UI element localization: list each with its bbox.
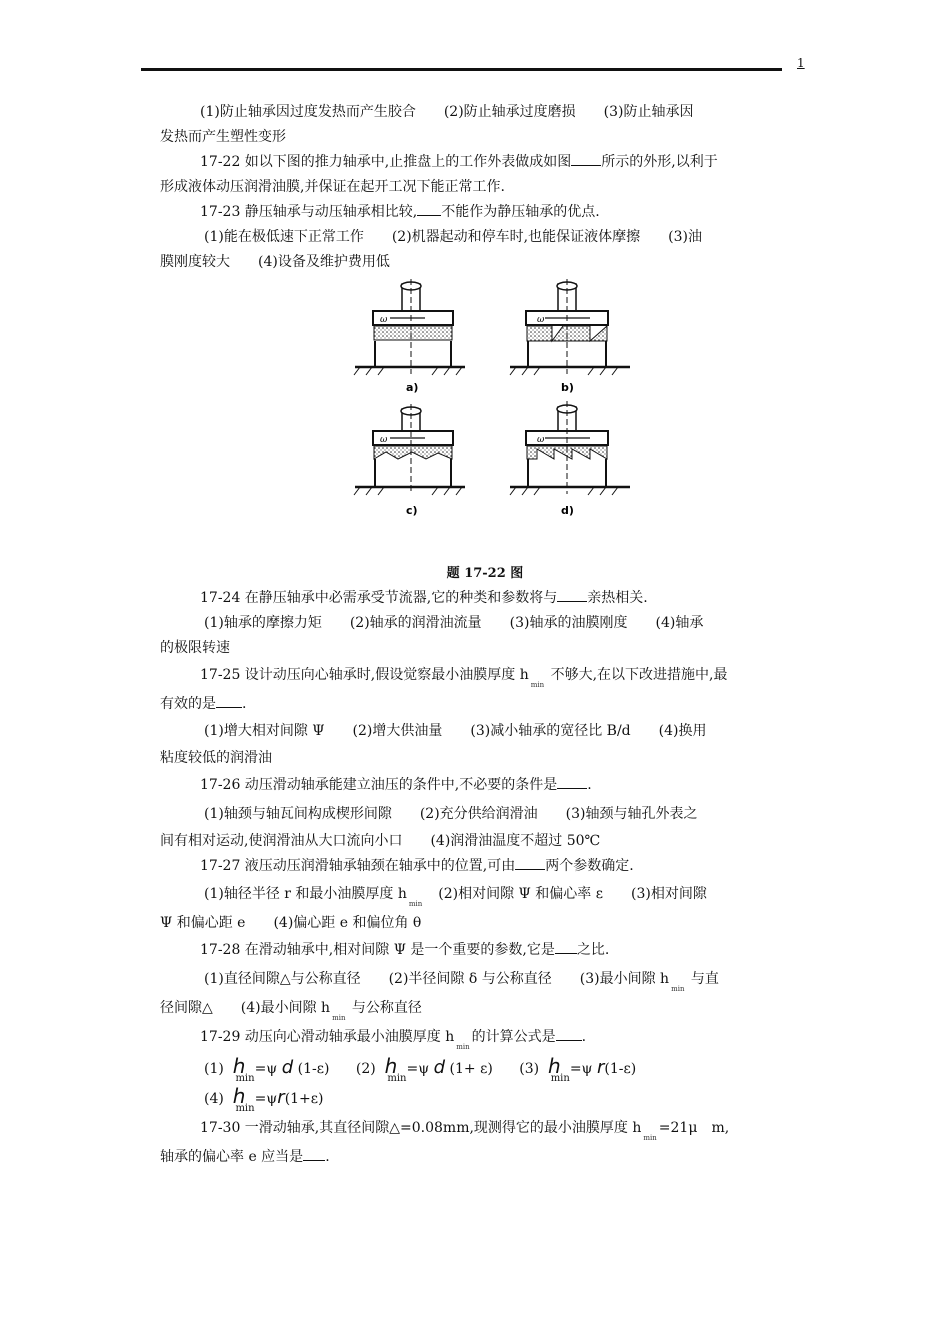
q28-options-line2: 径间隙△ (4)最小间隙 $h_{min}$ 与公称直径: [160, 1000, 422, 1022]
answer-blank: [557, 774, 587, 789]
formula-4: (4) $h_{min}=\psi r(1+\varepsilon)$: [204, 1084, 324, 1114]
answer-blank: [417, 201, 441, 216]
prev-options-line1: (1)防止轴承因过度发热而产生胶合 (2)防止轴承过度磨损 (3)防止轴承因: [200, 104, 694, 120]
q27-line1: 17-27 液压动压润滑轴承轴颈在轴承中的位置,可由 两个参数确定.: [160, 854, 810, 879]
page-number: 1: [797, 56, 805, 70]
q28-options-line1: (1)直径间隙△与公称直径 (2)半径间隙 δ 与公称直径 (3)最小间隙 $h_{min}$ 与直: [204, 971, 719, 993]
panel-label-a: a): [406, 381, 419, 394]
q23-options-line1: (1)能在极低速下正常工作 (2)机器起动和停车时,也能保证液体摩擦 (3)油: [204, 229, 702, 245]
answer-blank: [555, 939, 577, 954]
q29-formulas-row1: [160, 1054, 810, 1084]
q24-options-line2: 的极限转速: [160, 640, 230, 656]
answer-blank: [515, 855, 545, 870]
q28-line1: 17-28 在滑动轴承中,相对间隙 Ψ 是一个重要的参数,它是 之比.: [160, 936, 810, 965]
q23-options-line2: 膜刚度较大 (4)设备及维护费用低: [160, 254, 390, 270]
document-body: [160, 100, 810, 1170]
panel-label-d: d): [561, 504, 574, 517]
q25-line1: 17-25 设计动压向心轴承时,假设觉察最小油膜厚度 $h_{min}$ 不够大,在以下改进措施中,最: [200, 667, 728, 689]
panel-d: [510, 401, 630, 495]
thrust-bearing-diagram: [350, 279, 650, 534]
answer-blank: [571, 151, 601, 166]
omega-label: ω: [537, 435, 545, 445]
omega-label: ω: [537, 315, 545, 325]
q23-line1: 17-23 静压轴承与动压轴承相比较, 不能作为静压轴承的优点.: [160, 200, 810, 225]
q27-options-line1: (1)轴径半径 r 和最小油膜厚度 $h_{min}$ (2)相对间隙 Ψ 和偏心率 ε (3)相对间隙: [204, 886, 707, 908]
panel-a: [354, 279, 465, 375]
q24-options-line1: (1)轴承的摩擦力矩 (2)轴承的润滑油流量 (3)轴承的油膜刚度 (4)轴承: [204, 615, 704, 631]
q30-line1: 17-30 一滑动轴承,其直径间隙△=0.08mm,现测得它的最小油膜厚度 $h_{min}=21\mu$ m,: [200, 1120, 730, 1142]
q30-line2: 轴承的偏心率 e 应当是 .: [160, 1145, 810, 1170]
q22-line1: 17-22 如以下图的推力轴承中,止推盘上的工作外表做成如图 所示的外形,以利于: [160, 150, 810, 175]
q26-line1: 17-26 动压滑动轴承能建立油压的条件中,不必要的条件是 .: [160, 771, 810, 800]
formula-3: (3) $h_{min}=\psi$ r(1-ε): [519, 1054, 637, 1084]
figure-caption: 题 17-22 图: [446, 566, 524, 581]
answer-blank: [556, 1026, 582, 1041]
q29-formulas-row2: [160, 1084, 810, 1114]
panel-label-c: c): [406, 504, 418, 517]
q26-options-line1: (1)轴颈与轴瓦间构成楔形间隙 (2)充分供给润滑油 (3)轴颈与轴孔外表之: [204, 806, 698, 822]
q25-options-line2: 粘度较低的润滑油: [160, 750, 272, 766]
q27-options-line2: Ψ 和偏心距 e (4)偏心距 e 和偏位角 θ: [160, 915, 422, 931]
q24-line1: 17-24 在静压轴承中必需承受节流器,它的种类和参数将与 亲热相关.: [160, 586, 810, 611]
q25-options-line1: (1)增大相对间隙 Ψ (2)增大供油量 (3)减小轴承的宽径比 B/d (4)换用: [204, 723, 707, 739]
thrust-bearing-figure: [160, 279, 810, 559]
omega-label: ω: [380, 435, 388, 445]
q29-line1: 17-29 动压向心滑动轴承最小油膜厚度 $h_{min}$的计算公式是 .: [160, 1023, 810, 1054]
answer-blank: [216, 693, 242, 708]
header-rule: [141, 68, 782, 71]
formula-2: (2) $h_{min}=\psi$ d (1+ ε): [355, 1054, 493, 1084]
panel-b: [510, 279, 630, 375]
q25-line2: 有效的是 .: [160, 692, 810, 717]
q26-options-line2: 间有相对运动,使润滑油从大口流向小口 (4)润滑油温度不超过 50℃: [160, 833, 601, 849]
prev-options-line2: 发热而产生塑性变形: [160, 129, 286, 145]
answer-blank: [557, 587, 587, 602]
formula-1: (1) $h_{min}=\psi$ d (1-ε): [204, 1054, 330, 1084]
q22-line2: 形成液体动压润滑油膜,并保证在起开工况下能正常工作.: [160, 179, 505, 195]
panel-label-b: b): [561, 381, 574, 394]
omega-label: ω: [380, 315, 388, 325]
answer-blank: [303, 1146, 325, 1161]
panel-c: [354, 404, 465, 495]
